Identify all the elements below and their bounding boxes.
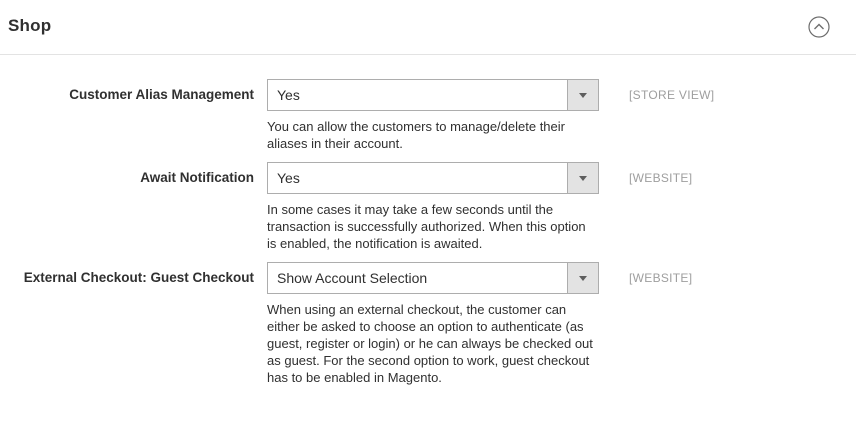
select-value: Yes: [277, 87, 300, 103]
select-value: Show Account Selection: [277, 270, 428, 286]
field-control: [267, 262, 599, 386]
chevron-down-icon[interactable]: [567, 163, 598, 193]
page-title: Shop: [8, 16, 52, 35]
select-value: Yes: [277, 170, 300, 186]
scope-label: [STORE VIEW]: [629, 88, 715, 102]
scope-label: [WEBSITE]: [629, 271, 693, 285]
field-label-await-notification: Await Notification: [140, 170, 254, 185]
chevron-down-icon[interactable]: [567, 263, 598, 293]
field-row: [0, 79, 856, 152]
field-note: You can allow the customers to manage/delete their aliases in their account.: [267, 119, 565, 151]
scope-label: [WEBSITE]: [629, 171, 693, 185]
field-label-customer-alias-management: Customer Alias Management: [69, 87, 254, 102]
chevron-up-circle-icon[interactable]: [808, 16, 830, 38]
select-customer-alias-management[interactable]: [267, 79, 599, 111]
field-row: [0, 162, 856, 252]
field-row: [0, 262, 856, 386]
select-external-checkout-guest-checkout[interactable]: [267, 262, 599, 294]
chevron-down-icon[interactable]: [567, 80, 598, 110]
field-label-external-checkout-guest-checkout: External Checkout: Guest Checkout: [23, 270, 254, 285]
field-note: When using an external checkout, the customer can either be asked to choose an option to authenticate (as guest, register or login) or he can always be checked out as guest. For the second option to work, guest checkout has to be enabled in Magento.: [267, 302, 593, 385]
field-control: [267, 79, 599, 152]
field-control: [267, 162, 599, 252]
select-await-notification[interactable]: [267, 162, 599, 194]
section-header: [0, 0, 856, 55]
field-note: In some cases it may take a few seconds until the transaction is successfully authorized. When this option is enabled, the notification is awaited.: [267, 202, 586, 251]
settings-field-list: [0, 55, 856, 386]
